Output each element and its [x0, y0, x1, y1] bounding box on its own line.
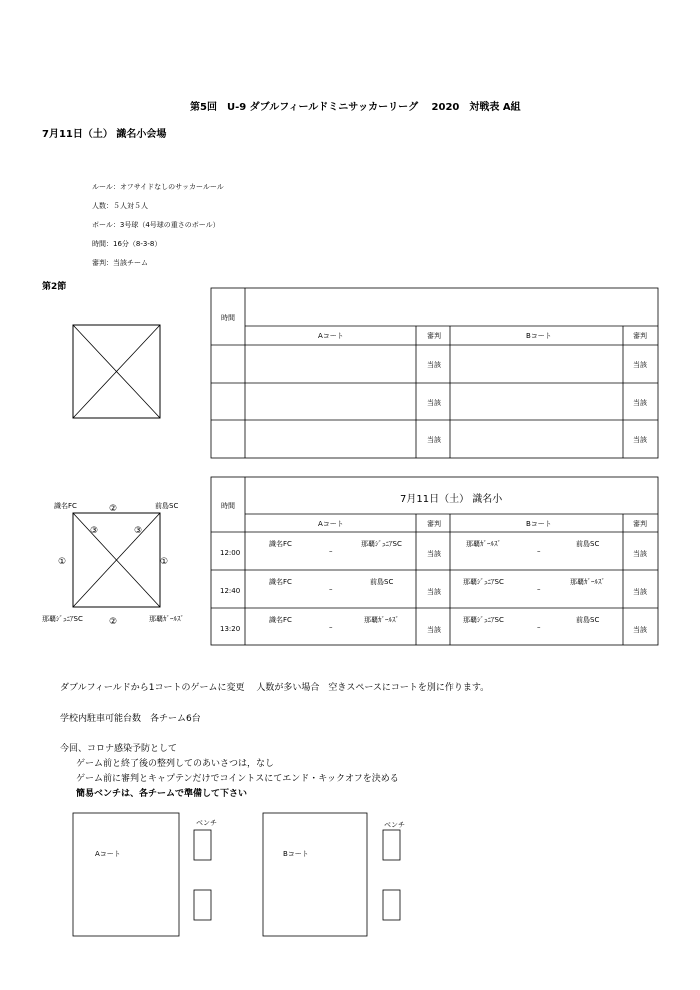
team-name: 識名FC — [269, 540, 292, 548]
section-label: 第2節 — [42, 282, 67, 292]
team-name: 那覇ｶﾞｰﾙｽﾞ — [364, 616, 399, 624]
vs-dash: – — [329, 547, 333, 555]
team-name: 那覇ｶﾞｰﾙｽﾞ — [466, 540, 501, 548]
vs-dash: – — [537, 623, 541, 631]
vs-dash: – — [537, 585, 541, 593]
referee-cell: 当該 — [427, 399, 441, 407]
referee-cell: 当該 — [427, 588, 441, 596]
team-name: 那覇ｶﾞｰﾙｽﾞ — [570, 578, 605, 586]
team-bottom-left: 那覇ｼﾞｭﾆｱSC — [42, 615, 83, 623]
vs-dash: – — [329, 623, 333, 631]
match-marker: ③ — [90, 526, 99, 536]
venue-heading: 7月11日（土） 識名小会場 — [42, 129, 167, 140]
referee-cell: 当該 — [633, 361, 647, 369]
bench-label: ベンチ — [384, 821, 405, 829]
team-name: 前島SC — [370, 578, 394, 586]
note-line: ダブルフィールドから1コートのゲームに変更 人数が多い場合 空きスペースにコートを別に作ります。 — [60, 683, 490, 693]
note-line: ゲーム前と終了後の整列してのあいさつは，なし — [76, 759, 275, 769]
referee-cell: 当該 — [633, 436, 647, 444]
note-line-emphasis: 簡易ベンチは、各チームで準備して下さい — [76, 789, 248, 799]
time-cell: 12:40 — [220, 587, 241, 595]
team-top-right: 前島SC — [155, 502, 179, 510]
referee-cell: 当該 — [427, 550, 441, 558]
rule-item: ルール：オフサイドなしのサッカールール — [92, 183, 224, 191]
referee-cell: 当該 — [633, 399, 647, 407]
courts-layout — [72, 812, 412, 938]
referee-cell: 当該 — [427, 436, 441, 444]
match-marker: ① — [58, 557, 67, 567]
team-bottom-right: 那覇ｶﾞｰﾙｽﾞ — [149, 615, 184, 623]
team-name: 那覇ｼﾞｭﾆｱSC — [463, 616, 504, 624]
referee-cell: 当該 — [427, 361, 441, 369]
note-line: 学校内駐車可能台数 各チーム6台 — [60, 714, 201, 724]
page-title: 第5回 U-9 ダブルフィールドミニサッカーリーグ 2020 対戦表 A組 — [190, 102, 521, 113]
team-name: 前島SC — [576, 540, 600, 548]
match-marker: ② — [109, 617, 118, 627]
a-court-header: Aコート — [318, 520, 344, 528]
court-a-label: Aコート — [95, 850, 121, 858]
rule-item: ボール：3号球（4号球の重さのボール） — [92, 221, 220, 229]
referee-cell: 当該 — [633, 550, 647, 558]
vs-dash: – — [537, 547, 541, 555]
team-name: 識名FC — [269, 578, 292, 586]
rule-item: 人数：５人対５人 — [92, 202, 148, 210]
date-header: 7月11日（土） 識名小 — [400, 494, 503, 505]
a-court-header: Aコート — [318, 332, 344, 340]
match-diagram — [72, 512, 162, 610]
time-cell: 12:00 — [220, 549, 241, 557]
referee-cell: 当該 — [427, 626, 441, 634]
rule-item: 審判：当該チーム — [92, 259, 148, 267]
placeholder-diagram — [72, 324, 162, 420]
team-name: 那覇ｼﾞｭﾆｱSC — [463, 578, 504, 586]
bench-label: ベンチ — [196, 819, 217, 827]
match-marker: ① — [160, 557, 169, 567]
team-name: 那覇ｼﾞｭﾆｱSC — [361, 540, 402, 548]
referee-header: 審判 — [633, 332, 647, 340]
match-marker: ③ — [134, 526, 143, 536]
b-court-header: Bコート — [526, 332, 552, 340]
vs-dash: – — [329, 585, 333, 593]
referee-cell: 当該 — [633, 588, 647, 596]
time-cell: 13:20 — [220, 625, 241, 633]
referee-header: 審判 — [427, 332, 441, 340]
b-court-header: Bコート — [526, 520, 552, 528]
match-marker: ② — [109, 504, 118, 514]
referee-header: 審判 — [633, 520, 647, 528]
note-line: ゲーム前に審判とキャプテンだけでコイントスにてエンド・キックオフを決める — [76, 774, 399, 784]
team-name: 前島SC — [576, 616, 600, 624]
note-line: 今回、コロナ感染予防として — [60, 744, 178, 754]
court-b-label: Bコート — [283, 850, 309, 858]
referee-cell: 当該 — [633, 626, 647, 634]
team-top-left: 識名FC — [54, 502, 77, 510]
referee-header: 審判 — [427, 520, 441, 528]
time-header: 時間 — [221, 314, 235, 322]
time-header: 時間 — [221, 502, 235, 510]
team-name: 識名FC — [269, 616, 292, 624]
rule-item: 時間：16分（8-3-8） — [92, 240, 162, 248]
